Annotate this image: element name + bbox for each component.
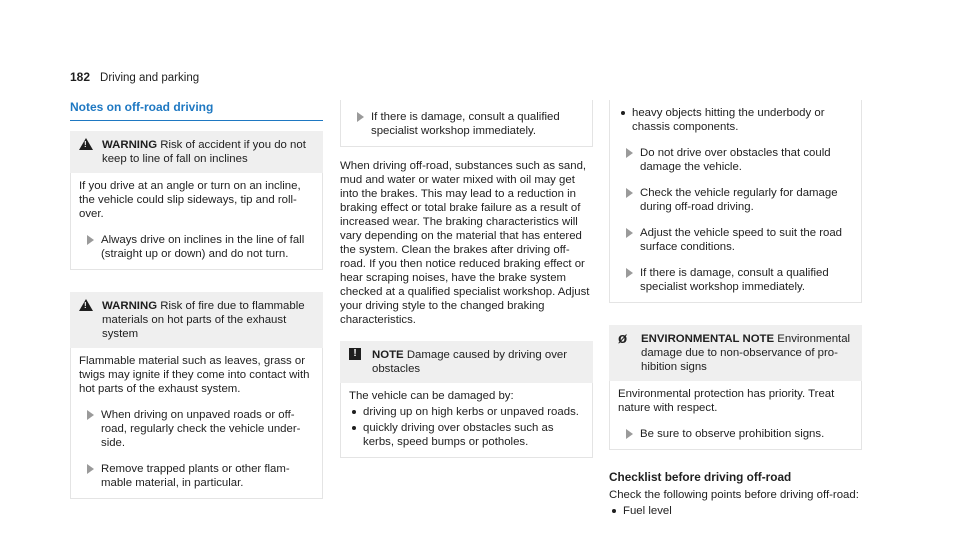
- step-item: [618, 266, 853, 294]
- triangle-right-icon: [87, 410, 94, 420]
- warning-triangle-icon: !: [79, 138, 93, 150]
- body-paragraph: When driving off-road, substances such as sand, mud and water or water mixed with oil may get into the brakes. This may lead to a reduction in braking effect or total brake failure as a result of increased wear. The braking characteristics will vary depending on the material that has entered the system. Clean the brakes after driving off-road. If you then notice reduced braking effect or hear scraping noises, have the brake system checked at a qualified specialist workshop. Adjust your driving style to the changed braking characteristics.: [340, 160, 590, 326]
- step-text: Do not drive over obstacles that could damage the vehicle.: [640, 147, 831, 173]
- step-item: [349, 110, 584, 138]
- warning-body: [70, 173, 323, 270]
- bullet-item: quickly driving over obstacles such as kerbs, speed bumps or potholes.: [349, 421, 584, 449]
- triangle-right-icon: [87, 464, 94, 474]
- step-item: [79, 408, 314, 450]
- column-3: [609, 100, 862, 518]
- warning-box-1: [70, 131, 323, 270]
- environmental-note-body-text: Environmental protection has priority. Treat nature with respect.: [618, 388, 835, 414]
- warning-body: [70, 348, 323, 499]
- column-1: [70, 100, 323, 499]
- step-item: [79, 462, 314, 490]
- triangle-right-icon: [626, 429, 633, 439]
- continued-box: [340, 100, 593, 147]
- triangle-right-icon: [357, 112, 364, 122]
- bullet-item: Fuel level: [609, 504, 862, 518]
- step-text: Be sure to observe prohibition signs.: [640, 428, 825, 440]
- step-text: Remove trapped plants or other flam-mable material, in particular.: [101, 463, 290, 489]
- page-number: 182: [70, 70, 91, 84]
- warning-label: WARNING: [102, 300, 158, 312]
- step-text: Adjust the vehicle speed to suit the road surface conditions.: [640, 227, 842, 253]
- environmental-note-box: [609, 325, 862, 450]
- step-item: [618, 226, 853, 254]
- bullet-item: driving up on high kerbs or unpaved roads.: [349, 405, 584, 419]
- checklist-intro: Check the following points before driving off-road:: [609, 489, 859, 501]
- step-item: [618, 186, 853, 214]
- triangle-right-icon: [626, 228, 633, 238]
- warning-box-2: [70, 292, 323, 499]
- warning-triangle-icon: !: [79, 299, 93, 311]
- warning-text: Risk of accident if you do not keep to line of fall on inclines: [102, 139, 306, 165]
- note-body: [340, 383, 593, 458]
- section-title: Notes on off-road driving: [70, 100, 323, 121]
- bullet-item: heavy objects hitting the underbody or chassis components.: [618, 106, 853, 134]
- step-text: When driving on unpaved roads or off-road, regularly check the vehicle under-side.: [101, 409, 301, 449]
- triangle-right-icon: [626, 148, 633, 158]
- step-item: [618, 146, 853, 174]
- environmental-note-header: [609, 325, 862, 381]
- step-text: Check the vehicle regularly for damage during off-road driving.: [640, 187, 838, 213]
- environmental-note-label: ENVIRONMENTAL NOTE: [641, 333, 775, 345]
- triangle-right-icon: [626, 188, 633, 198]
- triangle-right-icon: [87, 235, 94, 245]
- continued-box: [609, 100, 862, 303]
- step-text: Always drive on inclines in the line of fall (straight up or down) and do not turn.: [101, 234, 305, 260]
- warning-body-text: If you drive at an angle or turn on an incline, the vehicle could slip sideways, tip and roll-over.: [79, 180, 301, 220]
- note-box: [340, 341, 593, 458]
- warning-label: WARNING: [102, 139, 158, 151]
- environmental-note-body: [609, 381, 862, 450]
- note-text: Damage caused by driving over obstacles: [372, 349, 568, 375]
- step-text: If there is damage, consult a qualified specialist workshop immediately.: [640, 267, 829, 293]
- warning-header: [70, 131, 323, 173]
- warning-header: [70, 292, 323, 348]
- warning-text: Risk of fire due to flammable materials on hot parts of the exhaust system: [102, 300, 305, 340]
- note-label: NOTE: [372, 349, 404, 361]
- step-item: [618, 427, 853, 441]
- step-text: If there is damage, consult a qualified specialist workshop immediately.: [371, 111, 560, 137]
- column-2: [340, 100, 593, 458]
- checklist-heading: Checklist before driving off-road: [609, 470, 792, 484]
- page-header: [70, 70, 199, 85]
- environment-icon: ø: [618, 330, 628, 347]
- note-header: [340, 341, 593, 383]
- triangle-right-icon: [626, 268, 633, 278]
- warning-body-text: Flammable material such as leaves, grass or twigs may ignite if they come into contact with hot parts of the exhaust system.: [79, 355, 310, 395]
- environmental-note-text: Environmental damage due to non-observance of pro-hibition signs: [641, 333, 851, 373]
- step-item: [79, 233, 314, 261]
- note-intro: The vehicle can be damaged by:: [349, 390, 514, 402]
- running-title: Driving and parking: [100, 72, 200, 84]
- exclamation-square-icon: !: [349, 348, 361, 360]
